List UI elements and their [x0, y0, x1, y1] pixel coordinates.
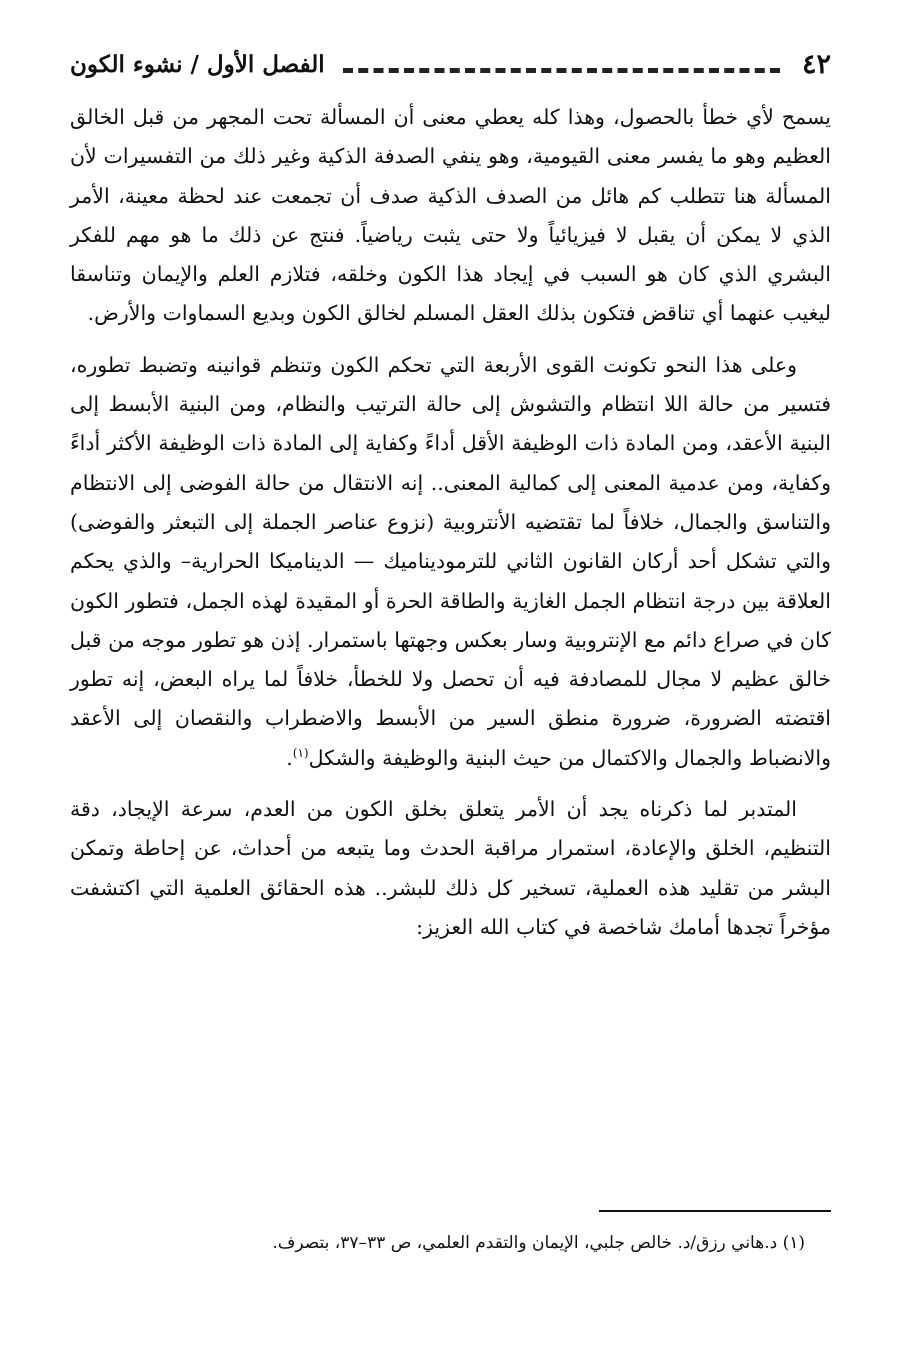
page-header: [70, 44, 831, 84]
page-number: ٤٢: [801, 48, 831, 80]
footnote: (١) د.هاني رزق/د. خالص جلبي، الإيمان والتقدم العلمي، ص ٣٣–٣٧، بتصرف.: [272, 1233, 805, 1253]
paragraph-2-end: .: [286, 745, 293, 770]
footnote-reference[interactable]: (١): [292, 745, 309, 760]
running-title: الفصل الأول / نشوء الكون: [70, 50, 325, 78]
footnote-divider: [599, 1210, 831, 1212]
main-text: [70, 98, 831, 947]
paragraph-2-text: وعلى هذا النحو تكونت القوى الأربعة التي تحكم الكون وتنظم قوانينه وتضبط تطوره، فتسير من حالة اللا انتظام والتشوش إلى حالة الترتيب والنظام، ومن البنية الأبسط إلى البنية الأعقد، ومن المادة ذات الوظيفة الأقل أداءً وكفاية إلى المادة ذات الوظيفة الأكثر أداءً وكفاية، ومن عدمية المعنى إلى كمالية المعنى.. إنه الانتقال من حالة الفوضى إلى الانتظام والتناسق والجمال، خلافاً لما تقتضيه الأنتروبية (نزوع عناصر الجملة إلى التبعثر والفوضى) والتي تشكل أحد أركان القانون الثاني للترموديناميك — الديناميكا الحرارية– والذي يحكم العلاقة بين درجة انتظام الجمل الغازية والطاقة الحرة أو المقيدة لهذه الجمل، فتطور الكون كان في صراع دائم مع الإنتروبية وسار بعكس وجهتها باستمرار. إذن هو تطور موجه من قبل خالق عظيم لا مجال للمصادفة فيه أن تحصل ولا للخطأ، خلافاً لما يراه البعض، إنه تطور اقتضته الضرورة، ضرورة منطق السير من الأبسط والاضطراب والنقصان إلى الأعقد والانضباط والجمال والاكتمال من حيث البنية والوظيفة والشكل: [70, 352, 831, 770]
header-dotted-rule: [343, 68, 780, 73]
paragraph-3: المتدبر لما ذكرناه يجد أن الأمر يتعلق بخلق الكون من العدم، سرعة الإيجاد، دقة التنظيم، الخلق والإعادة، استمرار مراقبة الحدث وما يتبعه من أحداث، عن إحاطة وتمكن البشر من تقليد هذه العملية، تسخير كل ذلك للبشر.. هذه الحقائق العلمية التي اكتشفت مؤخراً تجدها أمامك شاخصة في كتاب الله العزيز:: [70, 797, 831, 939]
paragraph-1: يسمح لأي خطأ بالحصول، وهذا كله يعطي معنى أن المسألة تحت المجهر من قبل الخالق العظيم وهو ما يفسر معنى القيومية، وهو ينفي الصدفة الذكية وغير ذلك من التفسيرات لأن المسألة هنا تتطلب كم هائل من الصدف الذكية صدف أن تجمعت عند لحظة معينة، الأمر الذي لا يمكن أن يقبل لا فيزيائياً ولا حتى يثبت رياضياً. فنتج عن ذلك ما هو مهم للفكر البشري الذي كان هو السبب في إيجاد هذا الكون وخلقه، فتلازم العلم والإيمان وتناسقا ليغيب عنهما أي تناقض فتكون بذلك العقل المسلم لخالق الكون وبديع السماوات والأرض.: [70, 105, 831, 326]
paragraph-2: [70, 346, 831, 778]
